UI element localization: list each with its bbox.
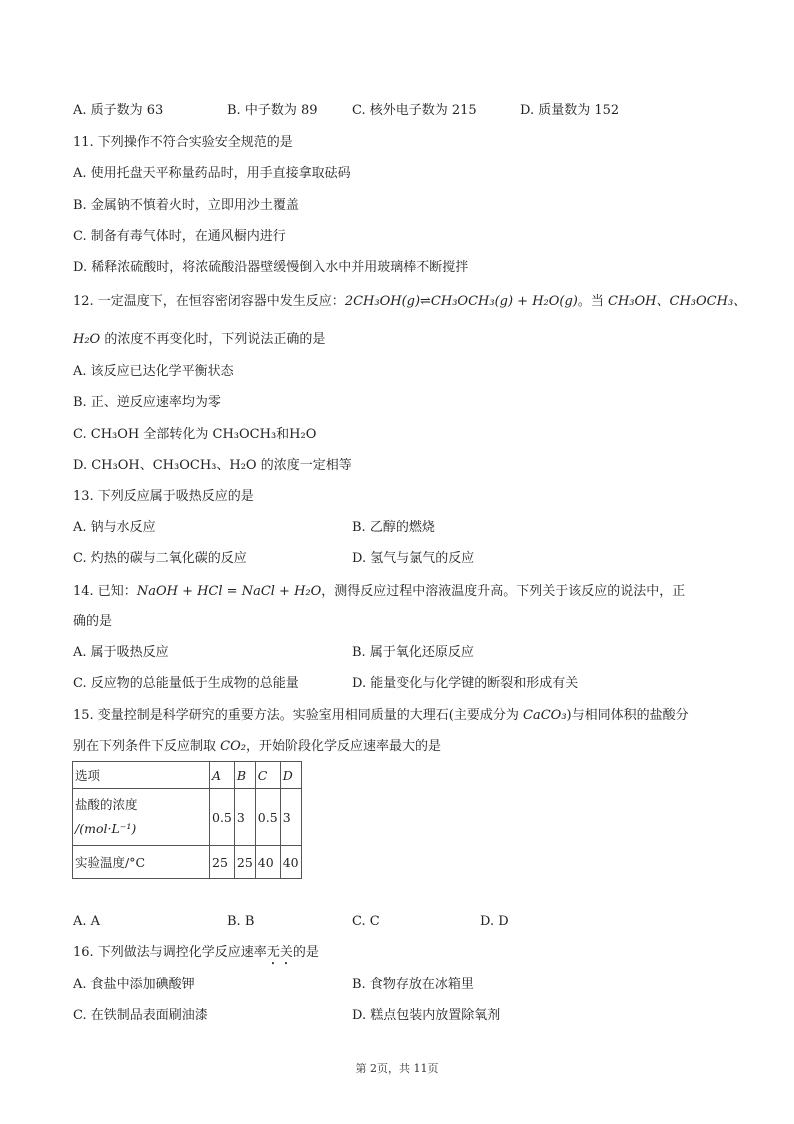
q11-option-b: B. 金属钠不慎着火时，立即用沙土覆盖 <box>73 198 299 213</box>
q13-option-a: A. 钠与水反应 <box>73 520 156 535</box>
q12-equation: 2CH₃OH(g)⇌CH₃OCH₃(g) + H₂O(g) <box>344 294 578 309</box>
q13-option-b: B. 乙醇的燃烧 <box>352 520 435 535</box>
q12-stem-prefix: 12. 一定温度下，在恒容密闭容器中发生反应： <box>73 294 345 309</box>
q12-option-a: A. 该反应已达化学平衡状态 <box>73 364 234 379</box>
q15-concentration-label-line2: /(mol·L⁻¹) <box>75 821 137 836</box>
q15-table-cell: 0.5 <box>255 789 280 846</box>
q15-option-b: B. B <box>227 914 255 929</box>
q14-equation: NaOH + HCl = NaCl + H₂O <box>136 584 322 599</box>
q14-stem-line2: 确的是 <box>73 614 113 629</box>
q15-formula-co2: CO₂ <box>220 739 246 754</box>
q16-option-c: C. 在铁制品表面刷油漆 <box>73 1008 208 1023</box>
q12-stem-mid: 。当 <box>577 294 609 309</box>
q12-stem-line1 <box>73 292 746 312</box>
q10-option-c: C. 核外电子数为 215 <box>352 103 477 118</box>
q15-table-header-a: A <box>210 762 235 789</box>
q15-table-header-c: C <box>255 762 280 789</box>
q15-table-cell: 40 <box>280 846 301 879</box>
q15-table-cell: 3 <box>280 789 301 846</box>
q15-stem-a: 15. 变量控制是科学研究的重要方法。实验室用相同质量的大理石(主要成分为 <box>73 708 524 723</box>
q15-option-a: A. A <box>73 914 101 929</box>
q15-table-cell: 40 <box>255 846 280 879</box>
q15-table-row-concentration <box>73 789 302 846</box>
q15-table-row-temperature <box>73 846 302 879</box>
q11-stem: 11. 下列操作不符合实验安全规范的是 <box>73 135 293 150</box>
q13-stem: 13. 下列反应属于吸热反应的是 <box>73 489 254 504</box>
q15-table-header-b: B <box>234 762 255 789</box>
q15-stem-line1 <box>73 706 689 726</box>
q16-option-b: B. 食物存放在冰箱里 <box>352 977 474 992</box>
q15-table-cell: 25 <box>234 846 255 879</box>
q12-stem-line2 <box>73 330 325 350</box>
q11-option-c: C. 制备有毒气体时，在通风橱内进行 <box>73 229 286 244</box>
q12-option-c: C. CH₃OH 全部转化为 CH₃OCH₃和H₂O <box>73 427 317 442</box>
q14-stem-prefix: 14. 已知： <box>73 584 137 599</box>
q15-table-header-d: D <box>280 762 301 789</box>
q14-stem-line1 <box>73 582 685 602</box>
q15-table-cell: 25 <box>210 846 235 879</box>
q15-table-temperature-label: 实验温度/°C <box>73 846 210 879</box>
q15-option-c: C. C <box>352 914 380 929</box>
q15-table-header-label: 选项 <box>73 762 210 789</box>
q12-species-h2o: H₂O <box>73 332 101 347</box>
q15-concentration-label-line1: 盐酸的浓度 <box>75 797 138 812</box>
q15-table-cell: 0.5 <box>210 789 235 846</box>
q12-stem-line2-text: 的浓度不再变化时，下列说法正确的是 <box>100 332 326 347</box>
q16-stem <box>73 943 319 968</box>
q16-stem-a: 16. 下列做法与调控化学反应速率 <box>73 945 267 960</box>
q15-stem-line2 <box>73 737 441 757</box>
q11-option-d: D. 稀释浓硫酸时，将浓硫酸沿器壁缓慢倒入水中并用玻璃棒不断搅拌 <box>73 260 469 275</box>
q16-option-a: A. 食盐中添加碘酸钾 <box>73 977 195 992</box>
q14-option-a: A. 属于吸热反应 <box>73 645 169 660</box>
q10-option-b: B. 中子数为 89 <box>227 103 318 118</box>
q13-option-d: D. 氢气与氯气的反应 <box>352 551 475 566</box>
q12-option-d: D. CH₃OH、CH₃OCH₃、H₂O 的浓度一定相等 <box>73 458 352 473</box>
q12-species: CH₃OH、CH₃OCH₃、 <box>608 294 747 309</box>
q15-table <box>72 761 302 879</box>
q16-stem-emphasis: 无关 <box>266 945 293 960</box>
q10-option-d: D. 质量数为 152 <box>520 103 620 118</box>
q14-option-c: C. 反应物的总能量低于生成物的总能量 <box>73 676 299 691</box>
q12-option-b: B. 正、逆反应速率均为零 <box>73 395 221 410</box>
q14-stem-suffix: ，测得反应过程中溶液温度升高。下列关于该反应的说法中，正 <box>321 584 686 599</box>
q15-table-concentration-label <box>73 789 210 846</box>
q16-option-d: D. 糕点包装内放置除氧剂 <box>352 1008 501 1023</box>
q14-option-b: B. 属于氧化还原反应 <box>352 645 474 660</box>
q13-option-c: C. 灼热的碳与二氧化碳的反应 <box>73 551 247 566</box>
q16-stem-b: 的是 <box>292 945 319 960</box>
q15-stem-b: )与相同体积的盐酸分 <box>566 708 689 723</box>
q15-table-header-row <box>73 762 302 789</box>
q15-table-cell: 3 <box>234 789 255 846</box>
q11-option-a: A. 使用托盘天平称量药品时，用手直接拿取砝码 <box>73 166 351 181</box>
q15-stem-d: ，开始阶段化学反应速率最大的是 <box>245 739 441 754</box>
q10-option-a: A. 质子数为 63 <box>73 103 164 118</box>
q14-option-d: D. 能量变化与化学键的断裂和形成有关 <box>352 676 579 691</box>
q15-formula-caco3: CaCO₃ <box>523 708 567 723</box>
q15-stem-c: 别在下列条件下反应制取 <box>73 739 221 754</box>
page-footer: 第 2页，共 11页 <box>355 1062 439 1075</box>
q15-option-d: D. D <box>480 914 509 929</box>
